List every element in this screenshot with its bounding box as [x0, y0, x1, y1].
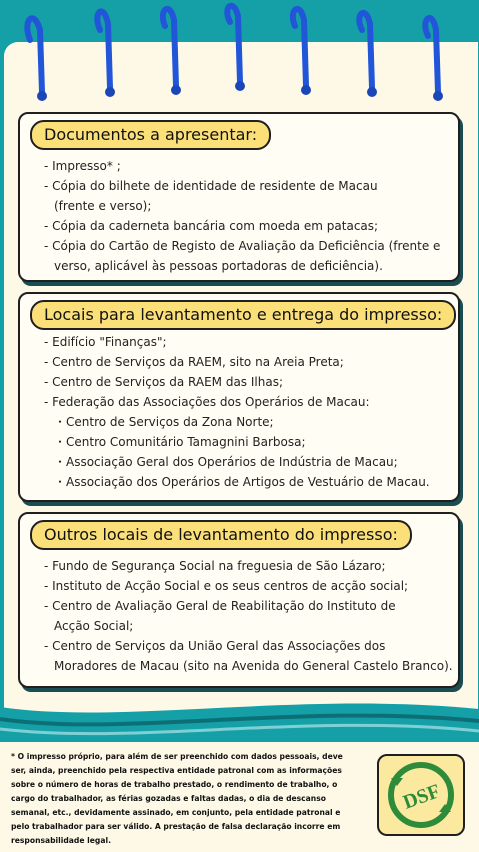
- logo-text: DSF: [400, 780, 444, 814]
- wave-divider: [0, 695, 479, 745]
- list-item: Acção Social;: [54, 619, 134, 633]
- list-item: ・Centro Comunitário Tamagnini Barbosa;: [54, 435, 306, 449]
- list-item: ・Associação Geral dos Operários de Indústria de Macau;: [54, 455, 398, 469]
- list-item: Moradores de Macau (sito na Avenida do General Castelo Branco).: [54, 659, 453, 673]
- other-locations-list: [44, 556, 452, 676]
- spiral-rings: [0, 0, 479, 110]
- list-item: - Centro de Serviços da RAEM, sito na Areia Preta;: [44, 355, 344, 369]
- list-item: - Instituto de Acção Social e os seus centros de acção social;: [44, 579, 409, 593]
- list-item: - Centro de Avaliação Geral de Reabilitação do Instituto de: [44, 599, 396, 613]
- list-item: - Cópia da caderneta bancária com moeda em patacas;: [44, 219, 379, 233]
- list-item: ・Associação dos Operários de Artigos de Vestuário de Macau.: [54, 475, 430, 489]
- list-item: - Fundo de Segurança Social na freguesia de São Lázaro;: [44, 559, 386, 573]
- card-locations: [18, 292, 460, 502]
- dsf-logo: [377, 754, 465, 836]
- locations-list: [44, 332, 452, 492]
- list-item: - Cópia do bilhete de identidade de residente de Macau: [44, 179, 378, 193]
- list-item: - Centro de Serviços da RAEM das Ilhas;: [44, 375, 283, 389]
- card-documents: [18, 112, 460, 282]
- section-title: Locais para levantamento e entrega do impresso:: [30, 300, 456, 330]
- list-item: - Centro de Serviços da União Geral das Associações dos: [44, 639, 386, 653]
- list-item: (frente e verso);: [54, 199, 152, 213]
- card-other-locations: [18, 512, 460, 688]
- section-title: Outros locais de levantamento do impresso:: [30, 520, 412, 550]
- dsf-logo-icon: [379, 756, 463, 834]
- list-item: ・Centro de Serviços da Zona Norte;: [54, 415, 274, 429]
- footnote: * O impresso próprio, para além de ser preenchido com dados pessoais, deve ser, ainda, preenchido pela respectiva entidade patronal com as informações sobre o número de horas de trabalho prestado, o rendimento de trabalho, o cargo do trabalhador, as férias gozadas e faltas dadas, o dia de descanso semanal, etc., devidamente assinado, em conjunto, pela entidade patronal e pelo trabalhador para ser válido. A prestação de falsa declaração incorre em responsabilidade legal.: [11, 752, 343, 845]
- list-item: - Impresso* ;: [44, 159, 121, 173]
- list-item: verso, aplicável às pessoas portadoras de deficiência).: [54, 259, 383, 273]
- list-item: - Federação das Associações dos Operários de Macau:: [44, 395, 370, 409]
- list-item: - Edifício "Finanças";: [44, 335, 167, 349]
- list-item: - Cópia do Cartão de Registo de Avaliação da Deficiência (frente e: [44, 239, 441, 253]
- section-title: Documentos a apresentar:: [30, 120, 271, 150]
- documents-list: [44, 156, 452, 276]
